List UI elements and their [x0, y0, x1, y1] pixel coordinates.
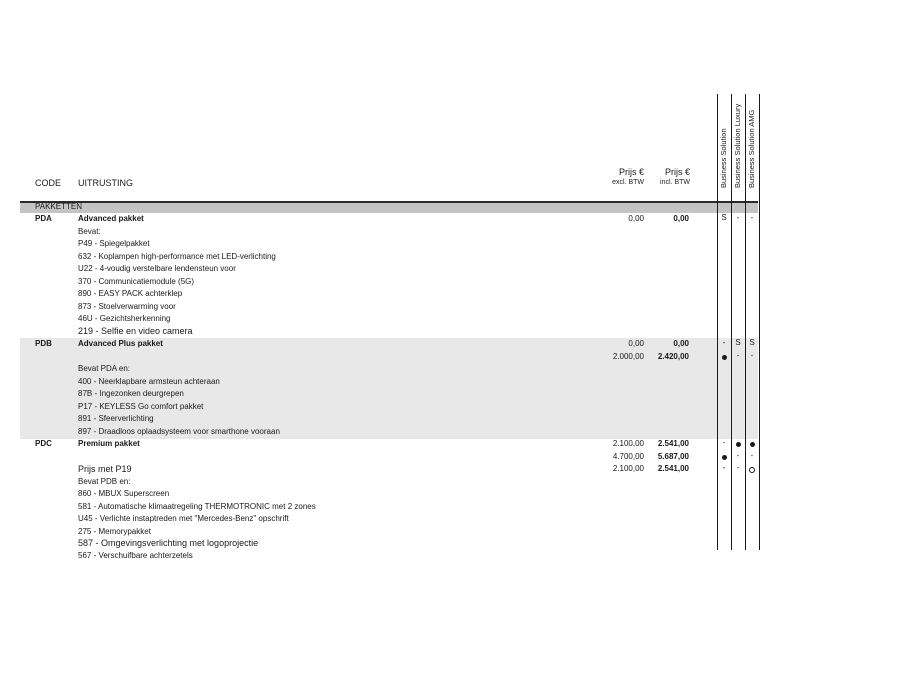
trim-mark: - — [750, 213, 754, 222]
trim-mark: - — [736, 463, 740, 472]
standard-option-dot-icon — [717, 452, 731, 462]
package-intro: Bevat PDA en: — [78, 364, 131, 373]
package-code: PDA — [35, 214, 52, 223]
price-excl-header-title: Prijs € — [618, 167, 644, 177]
package-code: PDB — [35, 339, 52, 348]
standard-option-dot-icon — [745, 439, 759, 449]
trim-header-business-solution-amg: Business Solution AMG — [747, 109, 756, 188]
list-item: 46U - Gezichtsherkenning — [78, 314, 171, 323]
price-excl: 2.100,00 — [612, 439, 644, 448]
list-item: 632 - Koplampen high-performance met LED-verlichting — [78, 252, 276, 261]
price-incl: 2.541,00 — [657, 439, 689, 448]
trim-mark: - — [722, 463, 726, 472]
trim-header-business-solution: Business Solution — [719, 128, 728, 188]
section-band — [20, 201, 758, 213]
price-excl: 2.100,00 — [612, 464, 644, 473]
price-incl: 0,00 — [673, 214, 689, 223]
price-excl: 2.000,00 — [612, 352, 644, 361]
trim-header-business-solution-luxury: Business Solution Luxury — [733, 103, 742, 188]
list-item: P17 - KEYLESS Go comfort pakket — [78, 402, 204, 411]
column-divider-1 — [717, 94, 718, 550]
list-item: U22 - 4-voudig verstelbare lendensteun voor — [78, 264, 236, 273]
trim-mark: - — [722, 438, 726, 447]
price-incl: 2.420,00 — [657, 352, 689, 361]
trim-mark: - — [736, 451, 740, 460]
column-divider-4 — [759, 94, 760, 550]
list-item: 890 - EASY PACK achterklep — [78, 289, 183, 298]
package-name: Advanced pakket — [78, 214, 144, 223]
price-incl: 5.687,00 — [657, 452, 689, 461]
trim-mark: - — [736, 351, 740, 360]
optional-ring-icon — [745, 464, 759, 474]
list-item: 400 - Neerklapbare armsteun achteraan — [78, 377, 220, 386]
column-divider-3 — [745, 94, 746, 550]
standard-option-dot-icon — [717, 352, 731, 362]
package-intro: Bevat PDB en: — [78, 477, 131, 486]
list-item: P49 - Spiegelpakket — [78, 239, 150, 248]
package-intro: Bevat: — [78, 227, 101, 236]
list-item: 897 - Draadloos oplaadsysteem voor smarthone vooraan — [78, 427, 280, 436]
code-column-header: CODE — [35, 178, 62, 188]
column-divider-2 — [731, 94, 732, 550]
p19-price-label: Prijs met P19 — [78, 464, 132, 474]
list-item: 891 - Sfeerverlichting — [78, 414, 154, 423]
price-incl: 0,00 — [673, 339, 689, 348]
trim-mark: S — [749, 338, 755, 347]
list-item: 587 - Omgevingsverlichting met logoprojectie — [78, 538, 259, 548]
trim-mark: S — [721, 213, 727, 222]
trim-mark: S — [735, 338, 741, 347]
package-code: PDC — [35, 439, 52, 448]
list-item: 87B - Ingezonken deurgrepen — [78, 389, 184, 398]
package-name: Premium pakket — [78, 439, 140, 448]
equipment-column-header: UITRUSTING — [78, 178, 133, 188]
price-incl-header-sub: incl. BTW — [660, 179, 690, 186]
list-item: 873 - Stoelverwarming voor — [78, 302, 176, 311]
list-item: 581 - Automatische klimaatregeling THERMOTRONIC met 2 zones — [78, 502, 316, 511]
list-item: 860 - MBUX Superscreen — [78, 489, 170, 498]
list-item: 219 - Selfie en video camera — [78, 326, 193, 336]
price-incl-header-title: Prijs € — [664, 167, 690, 177]
list-item: 370 - Communicatiemodule (5G) — [78, 277, 195, 286]
list-item: 567 - Verschuifbare achterzetels — [78, 551, 193, 560]
price-excl-header-sub: excl. BTW — [612, 179, 644, 186]
price-excl: 4.700,00 — [612, 452, 644, 461]
list-item: U45 - Verlichte instaptreden met "Mercedes-Benz" opschrift — [78, 514, 289, 523]
list-item: 275 - Memorypakket — [78, 527, 151, 536]
standard-option-dot-icon — [731, 439, 745, 449]
section-title: PAKKETTEN — [35, 202, 82, 211]
price-excl: 0,00 — [628, 339, 644, 348]
trim-mark: - — [736, 213, 740, 222]
price-excl: 0,00 — [628, 214, 644, 223]
price-incl: 2.541,00 — [657, 464, 689, 473]
trim-mark: - — [750, 451, 754, 460]
trim-mark: - — [722, 338, 726, 347]
trim-mark: - — [750, 351, 754, 360]
package-name: Advanced Plus pakket — [78, 339, 163, 348]
